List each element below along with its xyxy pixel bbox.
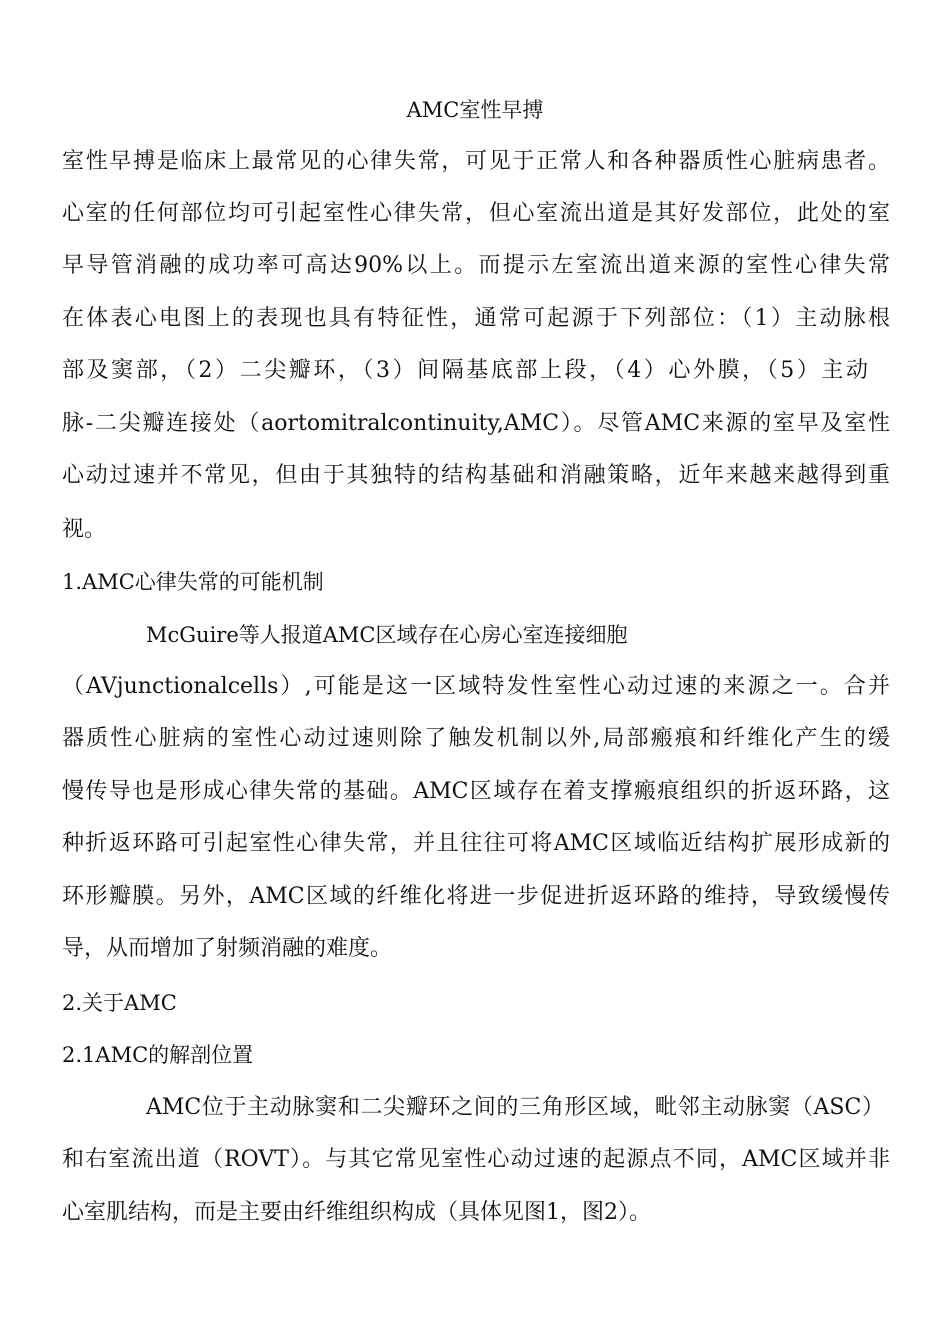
paragraph-line: 种折返环路可引起室性心律失常，并且往往可将AMC区域临近结构扩展形成新的 (62, 831, 890, 856)
paragraph-line: 心室肌结构，而是主要由纤维组织构成（具体见图1，图2）。 (62, 1200, 651, 1225)
section-heading: 1.AMC心律失常的可能机制 (62, 570, 324, 594)
paragraph-line: 环形瓣膜。另外，AMC区域的纤维化将进一步促进折返环路的维持，导致缓慢传 (62, 884, 890, 909)
paragraph-line: 导，从而增加了射频消融的难度。 (62, 936, 393, 961)
paragraph-line: 器质性心脏病的室性心动过速则除了触发机制以外,局部瘢痕和纤维化产生的缓 (62, 726, 890, 751)
section-heading: 2.关于AMC (62, 991, 177, 1015)
paragraph-line: AMC位于主动脉窦和二尖瓣环之间的三角形区域，毗邻主动脉窦（ASC） (146, 1095, 884, 1120)
subsection-heading: 2.1AMC的解剖位置 (62, 1043, 254, 1067)
paragraph-line: 心动过速并不常见，但由于其独特的结构基础和消融策略，近年来越来越得到重 (62, 463, 890, 488)
paragraph-line: 心室的任何部位均可引起室性心律失常，但心室流出道是其好发部位，此处的室 (62, 201, 890, 226)
paragraph-line: 和右室流出道（ROVT）。与其它常见室性心动过速的起源点不同，AMC区域并非 (62, 1147, 890, 1172)
paragraph-line: 室性早搏是临床上最常见的心律失常，可见于正常人和各种器质性心脏病患者。 (62, 149, 890, 174)
document-title: AMC室性早搏 (406, 98, 544, 122)
paragraph-line: 早导管消融的成功率可高达90%以上。而提示左室流出道来源的室性心律失常 (62, 253, 890, 278)
paragraph-line: （AVjunctionalcells）,可能是这一区域特发性室性心动过速的来源之一。合并 (62, 674, 890, 699)
paragraph-line: 视。 (62, 517, 107, 542)
paragraph-line: McGuire等人报道AMC区域存在心房心室连接细胞 (146, 623, 628, 647)
paragraph-line: 在体表心电图上的表现也具有特征性，通常可起源于下列部位：（1）主动脉根 (62, 306, 890, 331)
paragraph-line: 脉-二尖瓣连接处（aortomitralcontinuity,AMC）。尽管AMC来源的室早及室性 (62, 411, 890, 436)
paragraph-line: 慢传导也是形成心律失常的基础。AMC区域存在着支撑瘢痕组织的折返环路，这 (62, 779, 890, 804)
paragraph-line: 部及窦部，（2）二尖瓣环，（3）间隔基底部上段，（4）心外膜，（5）主动 (62, 358, 868, 383)
